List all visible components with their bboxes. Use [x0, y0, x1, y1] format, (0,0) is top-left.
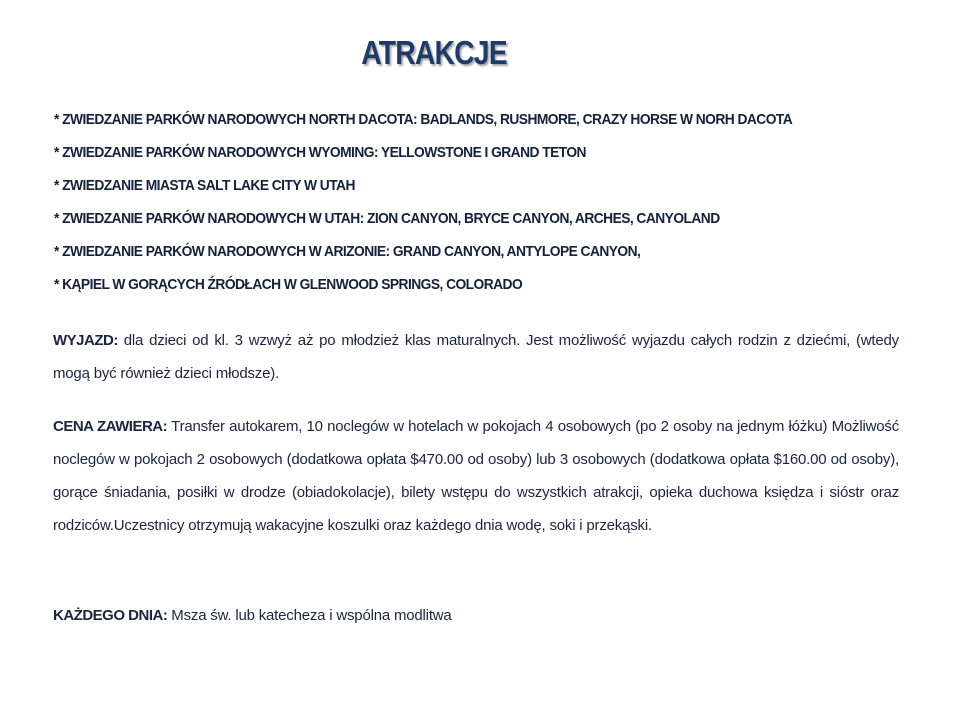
attraction-item: * ZWIEDZANIE PARKÓW NARODOWYCH W UTAH: ZION CANYON, BRYCE CANYON, ARCHES, CANYOLAND	[54, 210, 720, 227]
departure-paragraph	[53, 324, 899, 390]
attraction-item: * KĄPIEL W GORĄCYCH ŹRÓDŁACH W GLENWOOD SPRINGS, COLORADO	[54, 276, 523, 293]
price-includes-label: CENA ZAWIERA:	[53, 418, 168, 435]
attraction-item: * ZWIEDZANIE MIASTA SALT LAKE CITY W UTAH	[54, 177, 355, 194]
price-includes-text: Transfer autokarem, 10 noclegów w hotelach w pokojach 4 osobowych (po 2 osoby na jednym łóżku) Możliwość noclegów w pokojach 2 osobowych (dodatkowa opłata $470.00 od osoby) lub 3 osobowych (dodatkowa opłata $160.00 od osoby), gorące śniadania, posiłki w drodze (obiadokolacje), bilety wstępu do wszystkich atrakcji, opieka duchowa księdza i sióstr oraz rodziców.Uczestnicy otrzymują wakacyjne koszulki oraz każdego dnia wodę, soki i przekąski.	[53, 418, 899, 534]
attraction-item: * ZWIEDZANIE PARKÓW NARODOWYCH W ARIZONIE: GRAND CANYON, ANTYLOPE CANYON,	[54, 243, 641, 260]
departure-label: WYJAZD:	[53, 332, 118, 349]
attraction-item: * ZWIEDZANIE PARKÓW NARODOWYCH NORTH DACOTA: BADLANDS, RUSHMORE, CRAZY HORSE W NORH DACOTA	[54, 111, 793, 128]
attractions-list	[54, 110, 914, 308]
attraction-item: * ZWIEDZANIE PARKÓW NARODOWYCH WYOMING: YELLOWSTONE I GRAND TETON	[54, 144, 586, 161]
slide-title: ATRAKCJE	[361, 34, 507, 71]
price-includes-paragraph	[53, 410, 899, 542]
departure-text: dla dzieci od kl. 3 wzwyż aż po młodzież klas maturalnych. Jest możliwość wyjazdu całych rodzin z dziećmi, (wtedy mogą być również dzieci młodsze).	[53, 332, 899, 382]
every-day-text: Msza św. lub katecheza i wspólna modlitwa	[167, 607, 452, 624]
every-day-paragraph	[53, 599, 899, 632]
every-day-label: KAŻDEGO DNIA:	[53, 607, 168, 624]
